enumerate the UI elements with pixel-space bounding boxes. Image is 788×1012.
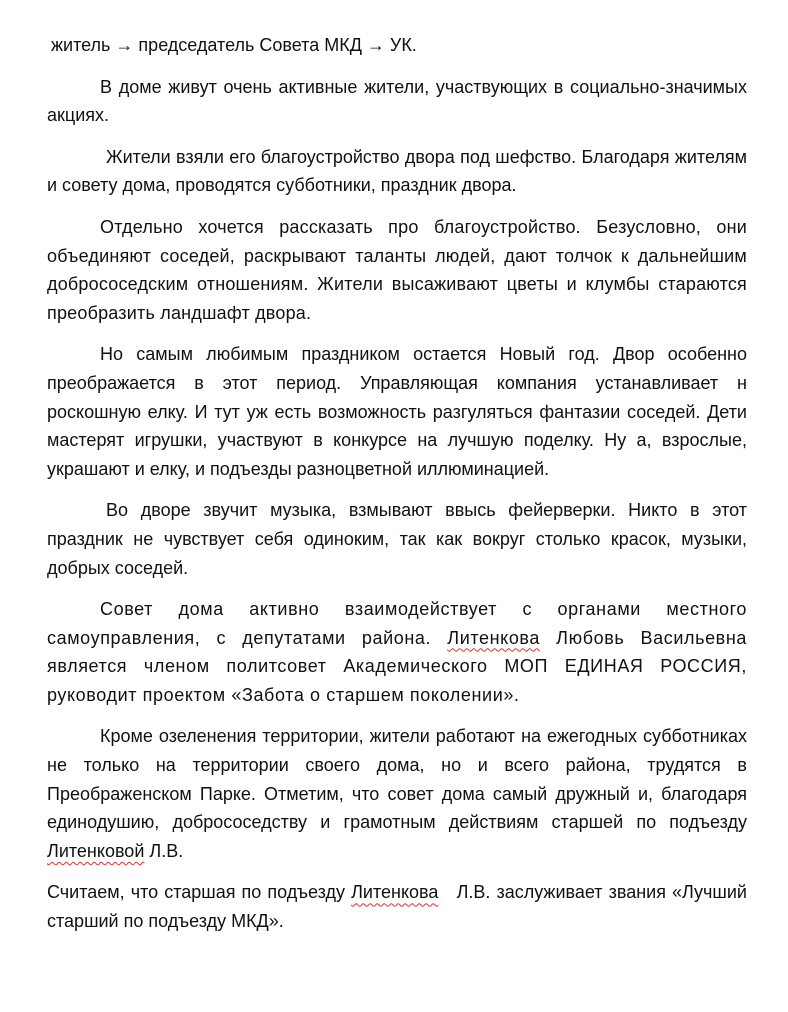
spellcheck-underlined-name[interactable]: Литенковой [47, 840, 145, 861]
paragraph-music-fireworks: Во дворе звучит музыка, взмывают ввысь фейерверки. Никто в этот праздник не чувствует себя одиноким, так как вокруг столько красок, музыки, добрых соседей. [47, 500, 747, 578]
paragraph-yard-improvement: Жители взяли его благоустройство двора под шефство. Благодаря жителям и совету дома, проводятся субботники, праздник двора. [47, 146, 747, 196]
paragraph-new-year: Но самым любимым праздником остается Новый год. Двор особенно преображается в этот период. Управляющая компания устанавливает н роскошную елку. И тут уж есть возможность разгуляться фантазии соседей. Дети мастерят игрушки, участвуют в конкурсе на лучшую поделку. Ну а, взрослые, украшают и елку, и подъезды разноцветной иллюминацией. [47, 344, 747, 479]
paragraph-text-part: Кроме озеленения территории, жители работают на ежегодных субботниках не только на территории своего дома, но и всего района, трудятся в Преображенском Парке. Отметим, что совет дома самый дружный и, благодаря единодушию, добрососедству и грамотным действиям старшей по подъезду [47, 726, 747, 833]
paragraph-landscaping: Отдельно хочется рассказать про благоустройство. Безусловно, они объединяют соседей, раскрывают таланты людей, дают толчок к дальнейшим добрососедским отношениям. Жители высаживают цветы и клумбы стараются преобразить ландшафт двора. [47, 216, 747, 323]
paragraph-cleanup-days [47, 722, 747, 865]
paragraph-text-part: Считаем, что старшая по подъезду [47, 882, 352, 903]
document-page [47, 31, 752, 949]
text-line-chain: житель → председатель Совета МКД → УК. [51, 35, 417, 55]
paragraph-conclusion [47, 878, 752, 935]
paragraph-text-part: Л.В. заслуживает звания «Лучший старший по подъезду МКД». [47, 882, 752, 932]
paragraph-text-part: Любовь Васильевна является членом политсовет Академического МОП ЕДИНАЯ РОССИЯ, руководит проектом «Забота о старшем поколении». [47, 627, 747, 705]
paragraph-text-part: Совет дома активно взаимодействует с органами местного самоуправления, с депутатами района. [47, 599, 747, 648]
paragraph-active-residents: В доме живут очень активные жители, участвующих в социально-значимых акциях. [47, 76, 747, 126]
spellcheck-underlined-name[interactable]: Литенкова [447, 627, 541, 648]
paragraph-text-part: Л.В. [144, 840, 184, 861]
paragraph-council-cooperation [47, 595, 747, 709]
spellcheck-underlined-name[interactable]: Литенкова [351, 882, 439, 903]
